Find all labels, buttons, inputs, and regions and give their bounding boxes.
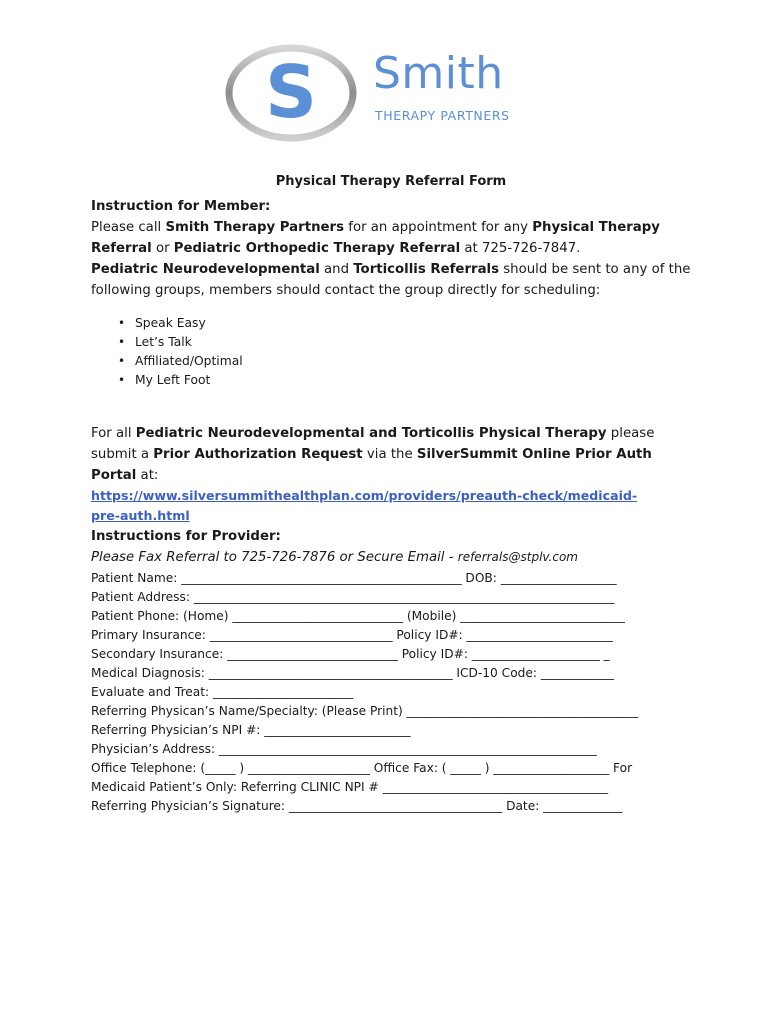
phone-text: at 725-726-7847. [460,241,581,256]
referral-type: Physical Therapy Referral [91,220,660,256]
text: or [151,241,174,256]
field-physician-name[interactable]: Referring Physican’s Name/Specialty: (Please Print) ______________________________________ [91,704,639,718]
member-groups-intro [91,259,691,301]
list-item: • My Left Foot [135,371,691,390]
field-clinic-npi[interactable]: Medicaid Patient’s Only: Referring CLINIC NPI # _____________________________________ [91,780,609,794]
company-name: Smith Therapy Partners [165,220,345,235]
text: please submit a [91,426,655,462]
list-item: • Affiliated/Optimal [135,352,691,371]
field-office-phone-fax[interactable]: Office Telephone: (_____ ) ____________________ Office Fax: ( _____ ) ___________________ For [91,761,633,775]
group-list [91,314,691,390]
field-physician-npi[interactable]: Referring Physician’s NPI #: ________________________ [91,723,411,737]
referral-type: Pediatric Orthopedic Therapy Referral [173,241,461,256]
portal-name: SilverSummit Online Prior Auth Portal [91,447,652,483]
field-evaluate-treat[interactable]: Evaluate and Treat: _______________________ [91,685,354,699]
field-primary-insurance[interactable]: Primary Insurance: ______________________________ Policy ID#: ________________________ [91,628,613,642]
company-logo [225,44,555,142]
text: For all [91,426,136,441]
brand-subtitle: THERAPY PARTNERS [375,108,510,123]
form-title: Physical Therapy Referral Form [275,174,507,189]
field-physician-address[interactable]: Physician’s Address: ______________________________________________________________ [91,742,597,756]
prior-auth-instructions [91,423,691,486]
logo-letter: S [265,50,317,134]
request-type: Prior Authorization Request [153,447,363,462]
fax-instruction [91,547,691,568]
text: for an appointment for any [344,220,533,235]
field-secondary-insurance[interactable]: Secondary Insurance: ____________________________ Policy ID#: _____________________ _ [91,647,610,661]
therapy-type: Pediatric Neurodevelopmental and Torticollis Physical Therapy [135,426,607,441]
logo-emblem [225,44,365,142]
list-item: • Speak Easy [135,314,691,333]
field-patient-phone[interactable]: Patient Phone: (Home) ____________________________ (Mobile) ___________________________ [91,609,625,623]
form-content [91,174,691,816]
field-signature-date[interactable]: Referring Physician’s Signature: ___________________________________ Date: _____________ [91,799,623,813]
brand-name: Smith [373,48,504,99]
member-heading: Instruction for Member: [91,199,271,214]
list-item: • Let’s Talk [135,333,691,352]
referral-type: Pediatric Neurodevelopmental [91,262,320,277]
provider-fields [91,569,691,816]
prior-auth-link[interactable]: https://www.silversummithealthplan.com/providers/preauth-check/medicaid-pre-auth.html [91,488,638,523]
text: Please call [91,220,166,235]
field-patient-name[interactable]: Patient Name: ______________________________________________ DOB: ___________________ [91,571,617,585]
field-patient-address[interactable]: Patient Address: _____________________________________________________________________ [91,590,615,604]
fax-text: Please Fax Referral to 725-726-7876 or Secure Email - [91,550,458,565]
email-address: referrals@stplv.com [457,550,578,564]
field-medical-diagnosis[interactable]: Medical Diagnosis: ________________________________________ ICD-10 Code: ____________ [91,666,614,680]
referral-type: Torticollis Referrals [353,262,500,277]
text: and [319,262,354,277]
provider-heading: Instructions for Provider: [91,529,281,544]
text: should be sent to any of the following groups, members should contact the group directly for scheduling: [91,262,691,298]
member-instructions [91,217,691,259]
text: via the [362,447,417,462]
text: at: [136,468,159,483]
